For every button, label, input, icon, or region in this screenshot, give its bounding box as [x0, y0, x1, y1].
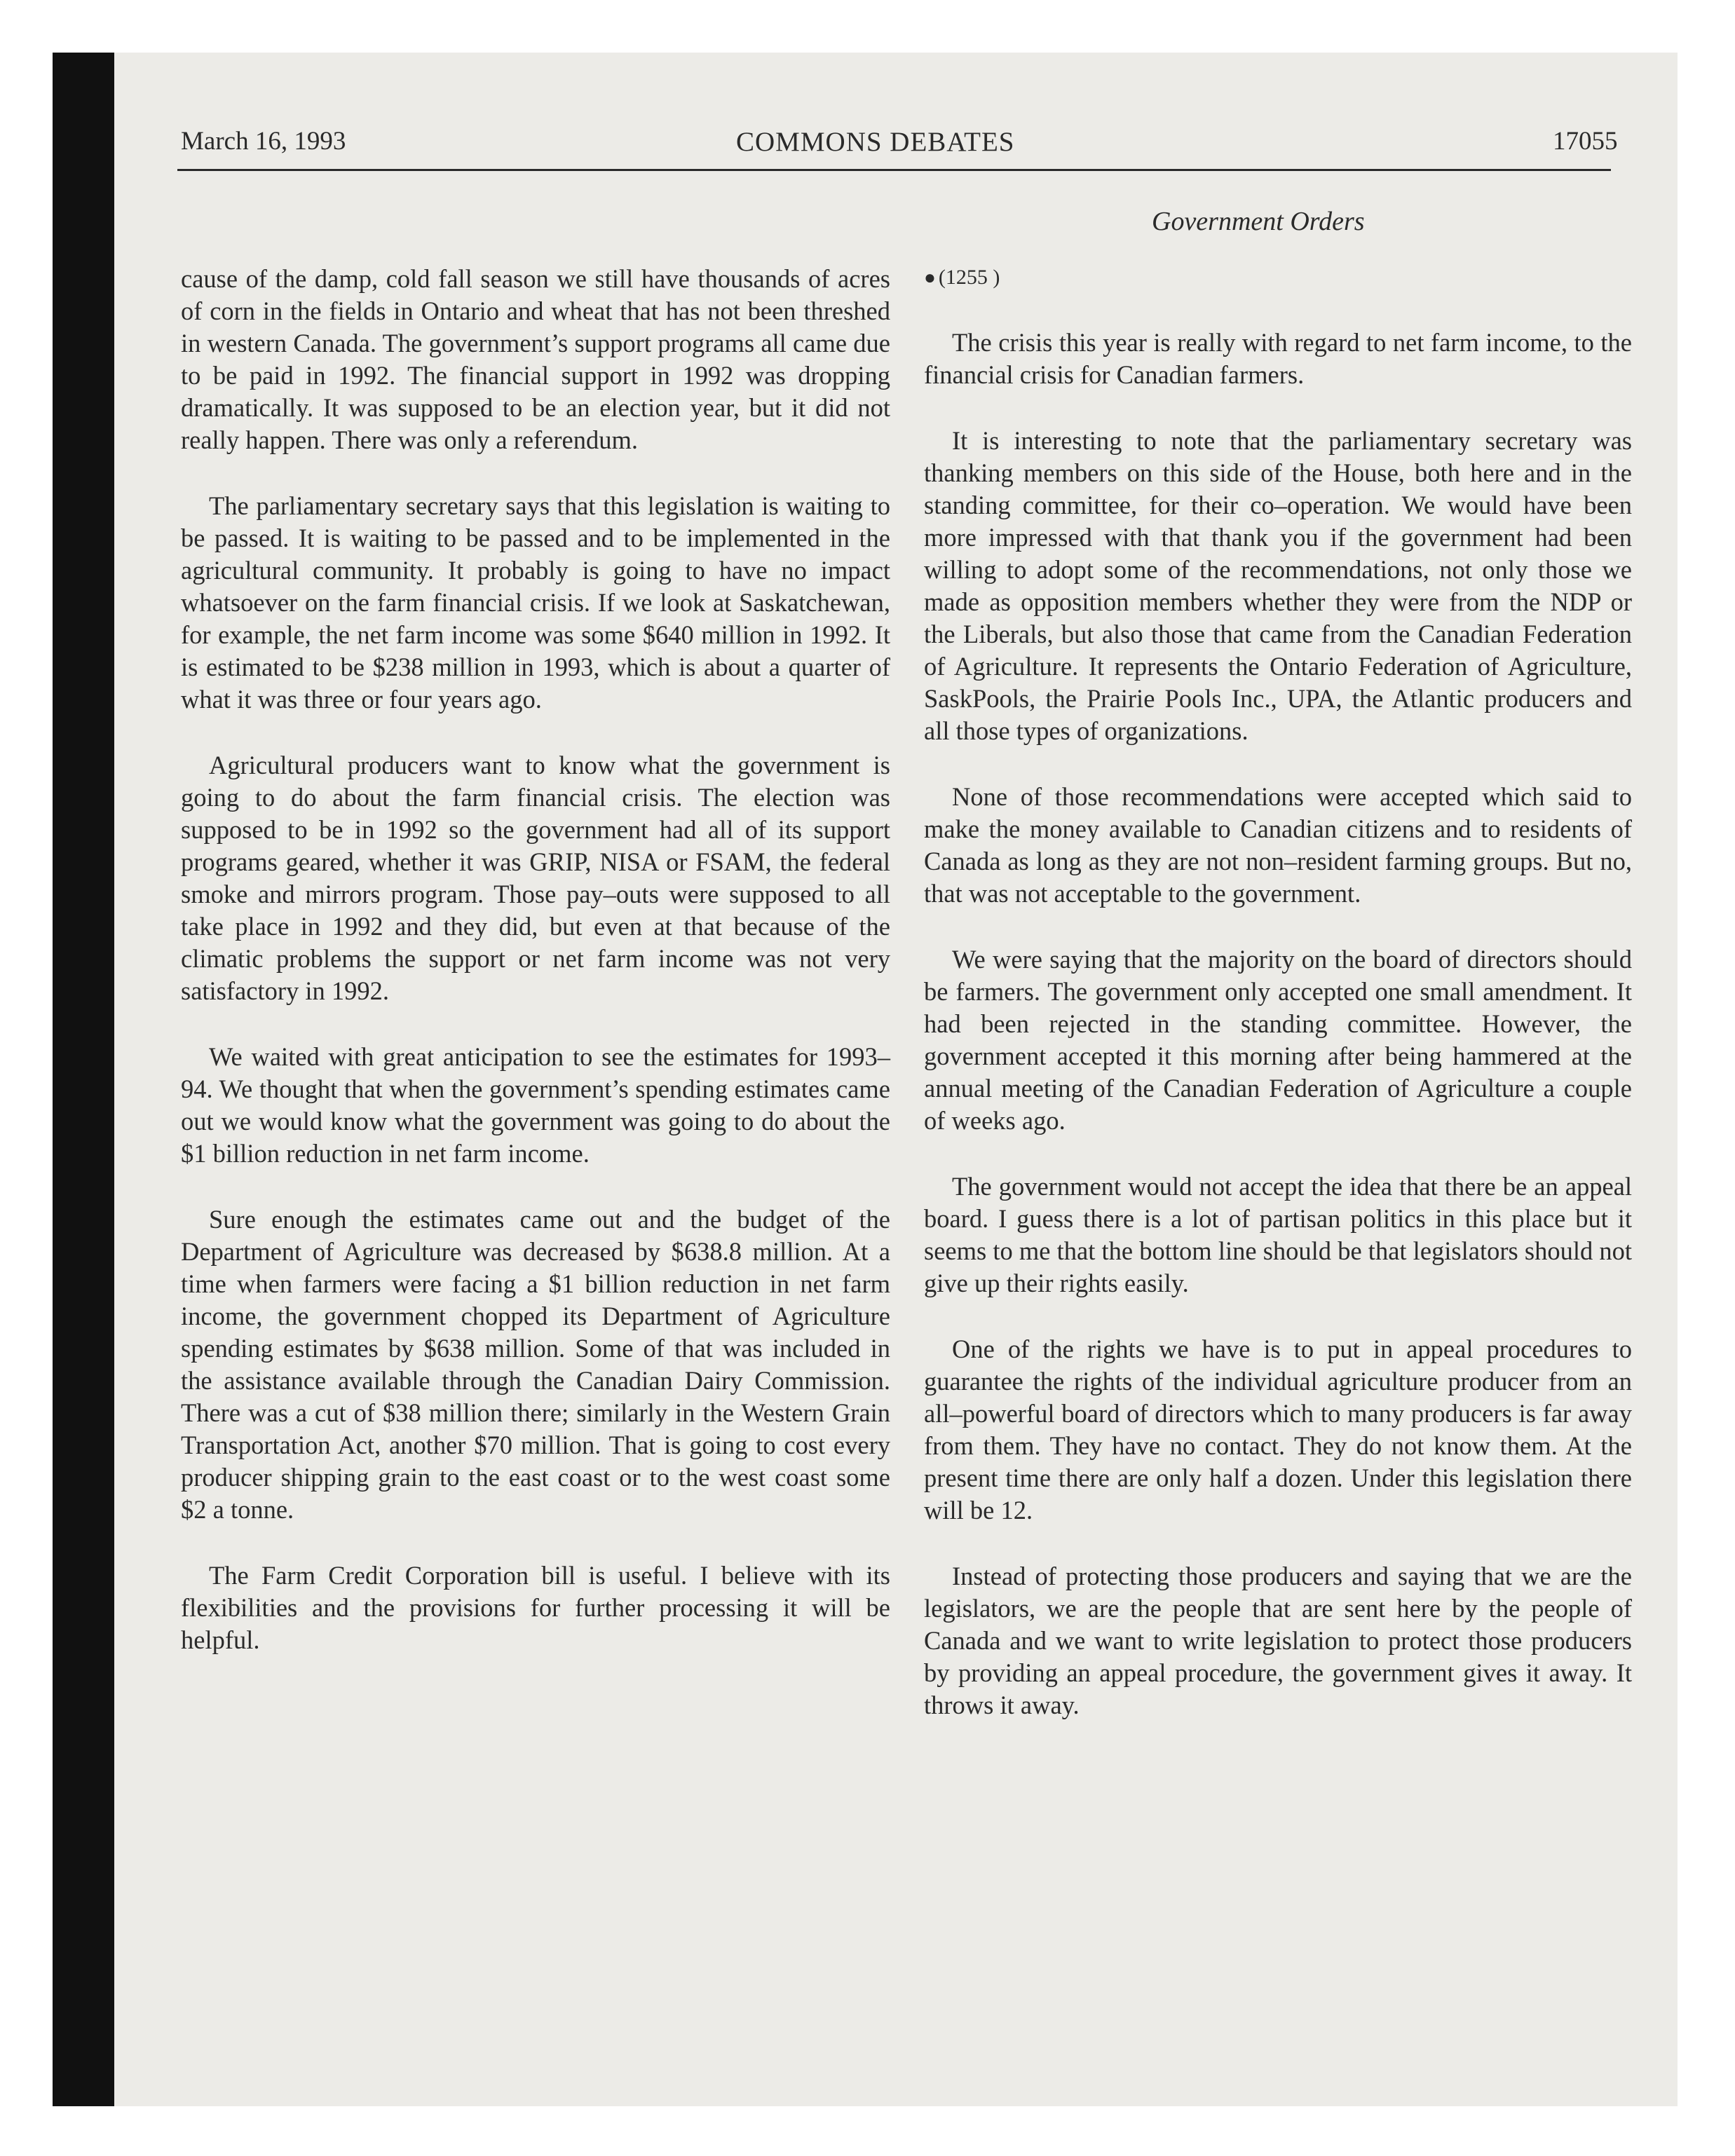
- page-number: 17055: [1553, 127, 1618, 156]
- binding-edge: [53, 53, 114, 2106]
- header-rule: [177, 169, 1611, 171]
- paragraph: Instead of protecting those producers and saying that we are the legislators, we are the people that are sent here by the people of Canada and we want to write legislation to protect those producers by providing an appeal procedure, the government gives it away. It throws it away.: [924, 1562, 1632, 1719]
- paragraph: The government would not accept the idea that there be an appeal board. I guess there is a lot of partisan politics in this place but it seems to me that the bottom line should be that legislators should not give up their rights easily.: [924, 1172, 1632, 1297]
- paragraph: None of those recommendations were accepted which said to make the money available to Canadian citizens and to residents of Canada as long as they are not non–resident farming groups. But no, that was not acceptable to the government.: [924, 782, 1632, 908]
- paragraph: The crisis this year is really with regard to net farm income, to the financial crisis for Canadian farmers.: [924, 328, 1632, 389]
- paragraph: We waited with great anticipation to see the estimates for 1993–94. We thought that when the government’s spending estimates came out we would know what the government was going to do about the $1 billion reduction in net farm income.: [181, 1042, 890, 1168]
- paragraph: We were saying that the majority on the board of directors should be farmers. The government only accepted one small amendment. It had been rejected in the standing committee. However, the government accepted it this morning after being hammered at the annual meeting of the Canadian Federation of Agriculture a couple of weeks ago.: [924, 945, 1632, 1135]
- time-marker: [924, 263, 1632, 293]
- header-date: March 16, 1993: [181, 127, 346, 156]
- paragraph: One of the rights we have is to put in appeal procedures to guarantee the rights of the individual agriculture producer from an all–powerful board of directors which to many producers is far away from them. They have no contact. They do not know them. At the present time there are only half a dozen. Under this legislation there will be 12.: [924, 1335, 1632, 1524]
- paragraph: Agricultural producers want to know what the government is going to do about the farm financial crisis. The election was supposed to be in 1992 so the government had all of its support programs geared, whether it was GRIP, NISA or FSAM, the federal smoke and mirrors program. Those pay–outs were supposed to all take place in 1992 and they did, but even at that because of the climatic problems the support or net farm income was not very satisfactory in 1992.: [181, 751, 890, 1005]
- time-marker-text: (1255 ): [938, 266, 1000, 289]
- paragraph: cause of the damp, cold fall season we still have thousands of acres of corn in the fields in Ontario and wheat that has not been threshed in western Canada. The government’s support programs all came due to be paid in 1992. The financial support in 1992 was dropping dramatically. It was supposed to be an election year, but it did not really happen. There was only a referendum.: [181, 264, 890, 454]
- paragraph: The parliamentary secretary says that this legislation is waiting to be passed. It is waiting to be passed and to be implemented in the agricultural community. It probably is going to have no impact whatsoever on the farm financial crisis. If we look at Saskatchewan, for example, the net farm income was some $640 million in 1992. It is estimated to be $238 million in 1993, which is about a quarter of what it was three or four years ago.: [181, 491, 890, 714]
- paragraph: The Farm Credit Corporation bill is useful. I believe with its flexibilities and the provisions for further processing it will be helpful.: [181, 1561, 890, 1654]
- right-column: [924, 263, 1632, 1721]
- paragraph: Sure enough the estimates came out and the budget of the Department of Agriculture was decreased by $638.8 million. At a time when farmers were facing a $1 billion reduction in net farm income, the government chopped its Department of Agriculture spending estimates by $638 million. Some of that was included in the assistance available through the Canadian Dairy Commission. There was a cut of $38 million there; similarly in the Western Grain Transportation Act, another $70 million. That is going to cost every producer shipping grain to the east coast or to the west coast some $2 a tonne.: [181, 1205, 890, 1524]
- paragraph: It is interesting to note that the parliamentary secretary was thanking members on this side of the House, both here and in the standing committee, for their co–operation. We would have been more impressed with that thank you if the government had been willing to adopt some of the recommendations, not only those we made as opposition members whether they were from the NDP or the Liberals, but also those that came from the Canadian Federation of Agriculture. It represents the Ontario Federation of Agriculture, SaskPools, the Prairie Pools Inc., UPA, the Atlantic producers and all those types of organizations.: [924, 426, 1632, 745]
- bullet-icon: ●: [924, 267, 936, 289]
- section-label: Government Orders: [1152, 207, 1365, 236]
- left-column: [181, 263, 890, 1656]
- header-title: COMMONS DEBATES: [736, 127, 1015, 157]
